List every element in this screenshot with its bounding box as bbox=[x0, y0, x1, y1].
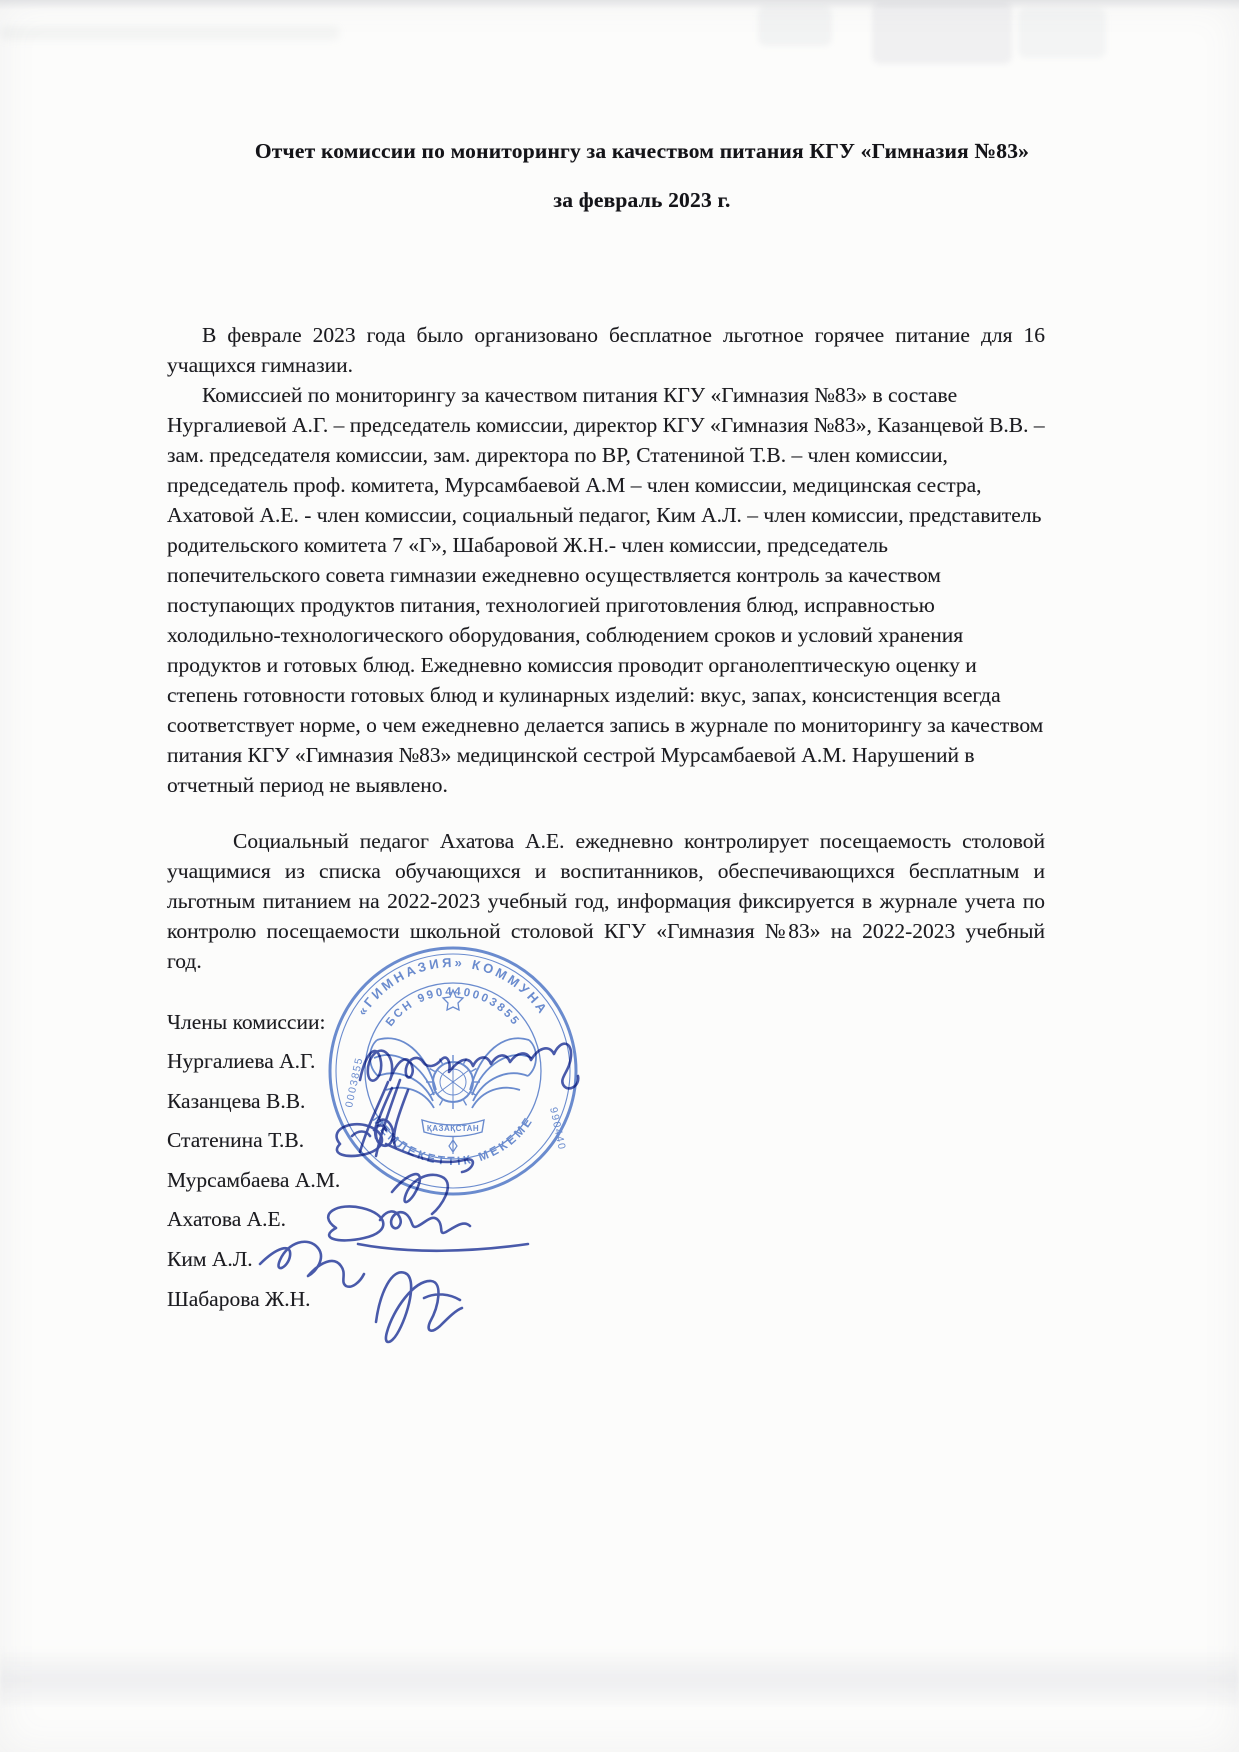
seal-ring-top-text: «ГИМНАЗИЯ» КОММУНА bbox=[354, 954, 552, 1019]
signature-mursambayeva bbox=[392, 1174, 448, 1214]
svg-text:БСН 990440003855 bbox=[384, 986, 522, 1029]
body-paragraph-2: Комиссией по мониторингу за качеством питания КГУ «Гимназия №83» в составе Нургалиевой А.Г. – председатель комиссии, директор КГУ «Гимназия №83», Казанцевой В.В. – зам. председателя комиссии, зам. директора по ВР, Статениной Т.В. – член комиссии, председатель проф. комитета, Мурсамбаевой А.М – член комиссии, медицинская сестра, Ахатовой А.Е. - член комиссии, социальный педагог, Ким А.Л. – член комиссии, представитель родительского комитета 7 «Г», Шабаровой Ж.Н.- член комиссии, председатель попечительского совета гимназии ежедневно осуществляется контроль за качеством поступающих продуктов питания, технологией приготовления блюд, исправностью холодильно-технологического оборудования, соблюдением сроков и условий хранения продуктов и готовых блюд. Ежедневно комиссия проводит органолептическую оценку и степень готовности готовых блюд и кулинарных изделий: вкус, запах, консистенция всегда соответствует норме, о чем ежедневно делается запись в журнале по мониторингу за качеством питания КГУ «Гимназия №83» медицинской сестрой Мурсамбаевой А.М. Нарушений в отчетный период не выявлено. bbox=[167, 383, 1045, 797]
seal-ring-bottom-text: МЕМЛЕКЕТТІК МЕКЕМЕ bbox=[369, 1113, 537, 1169]
official-seal-stamp bbox=[322, 940, 584, 1202]
signature-akhatova bbox=[328, 1206, 528, 1250]
seal-wing-right bbox=[470, 1038, 536, 1108]
signature-nurgaliyeva bbox=[360, 1044, 578, 1089]
commission-member-name: Ахатова А.Е. bbox=[167, 1207, 287, 1232]
commission-member-name: Казанцева В.В. bbox=[167, 1088, 306, 1113]
scan-edge-shading bbox=[0, 0, 1239, 10]
scan-bleedthrough-mark bbox=[872, 2, 1012, 64]
document-title-line-1: Отчет комиссии по мониторингу за качеством питания КГУ «Гимназия №83» bbox=[254, 139, 1030, 163]
signature-nurgaliyeva-flourish bbox=[360, 1080, 400, 1156]
commission-member-name: Шабарова Ж.Н. bbox=[167, 1286, 311, 1311]
document-body bbox=[167, 320, 1045, 976]
document-title-line-2: за февраль 2023 г. bbox=[553, 188, 731, 212]
scan-bleedthrough-mark bbox=[1018, 8, 1106, 58]
seal-number-fragment-left: 0003855 bbox=[343, 1055, 366, 1109]
commission-member-name: Нургалиева А.Г. bbox=[167, 1049, 316, 1073]
body-paragraph-3: Социальный педагог Ахатова А.Е. ежедневно контролирует посещаемость столовой учащимися из списка обучающихся и воспитанников, обеспечивающихся бесплатным и льготным питанием на 2022-2023 учебный год, информация фиксируется в журнале учета по контролю посещаемости школьной столовой КГУ «Гимназия №83» на 2022-2023 учебный год. bbox=[167, 829, 1045, 973]
scan-bleedthrough-mark bbox=[758, 6, 832, 46]
commission-member-name: Статенина Т.В. bbox=[167, 1128, 305, 1153]
seal-emblem bbox=[370, 990, 536, 1154]
seal-number-fragment-right: 990440 bbox=[547, 1106, 568, 1152]
signature-statenina bbox=[337, 1124, 473, 1172]
document-title bbox=[167, 127, 1117, 225]
scan-bottom-shading bbox=[0, 1648, 1239, 1706]
signature-shabarova bbox=[376, 1272, 462, 1342]
seal-wing-left bbox=[370, 1038, 436, 1108]
seal-bsn-text: БСН 990440003855 bbox=[383, 985, 523, 1029]
commission-member-name: Ким А.Л. bbox=[167, 1246, 253, 1271]
scan-crease-streak bbox=[0, 26, 340, 40]
commission-members-list bbox=[167, 1042, 340, 1319]
commission-members-heading: Члены комиссии: bbox=[167, 1010, 326, 1034]
commission-member-name: Мурсамбаева А.М. bbox=[167, 1167, 341, 1192]
signature-kazantseva bbox=[375, 1088, 408, 1148]
svg-text:МЕМЛЕКЕТТІК МЕКЕМЕ bbox=[370, 1113, 537, 1168]
body-paragraph-1: В феврале 2023 года было организовано бесплатное льготное горячее питание для 16 учащихся гимназии. bbox=[167, 323, 1045, 377]
seal-banner-text: ҚАЗАҚСТАН bbox=[426, 1124, 480, 1133]
